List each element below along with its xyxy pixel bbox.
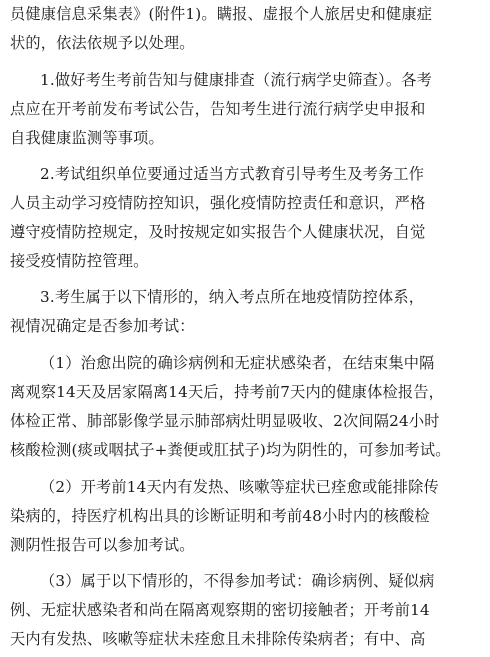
text-line: 员健康信息采集表》(附件1)。瞒报、虚报个人旅居史和健康症 (10, 5, 433, 23)
text-line: 接受疫情防控管理。 (10, 252, 149, 270)
text-line: 体检正常、肺部影像学显示肺部病灶明显吸收、2次间隔24小时 (10, 412, 440, 430)
text-line: 例、无症状感染者和尚在隔离观察期的密切接触者；开考前14 (10, 601, 430, 619)
text-line: 核酸检测(痰或咽拭子+粪便或肛拭子)均为阴性的，可参加考试。 (10, 441, 451, 459)
text-line: 离观察14天及居家隔离14天后，持考前7天内的健康体检报告， (10, 383, 445, 401)
item-3-start: （3）属于以下情形的，不得参加考试：确诊病例、疑似病 (40, 572, 435, 590)
text-line: 自我健康监测等事项。 (10, 129, 164, 147)
text-line: 状的，依法依规予以处理。 (10, 34, 195, 52)
item-1-start: （1）治愈出院的确诊病例和无症状感染者，在结束集中隔 (40, 354, 435, 372)
item-2-start: （2）开考前14天内有发热、咳嗽等症状已痊愈或能排除传 (40, 478, 439, 496)
paragraph-2-start: 2.考试组织单位要通过适当方式教育引导考生及考务工作 (40, 165, 425, 183)
text-line: 天内有发热、咳嗽等症状未痊愈且未排除传染病者；有中、高 (10, 630, 426, 648)
paragraph-3-start: 3.考生属于以下情形的，纳入考点所在地疫情防控体系， (40, 288, 425, 306)
text-line: 遵守疫情防控规定，及时按规定如实报告个人健康状况，自觉 (10, 223, 426, 241)
text-line: 染病的，持医疗机构出具的诊断证明和考前48小时内的核酸检 (10, 507, 430, 525)
text-line: 视情况确定是否参加考试： (10, 317, 195, 335)
paragraph-1-start: 1.做好考生考前告知与健康排查（流行病学史筛查）。各考 (40, 71, 432, 89)
text-line: 点应在开考前发布考试公告，告知考生进行流行病学史申报和 (10, 100, 426, 118)
text-line: 测阴性报告可以参加考试。 (10, 536, 195, 554)
text-line: 人员主动学习疫情防控知识，强化疫情防控责任和意识，严格 (10, 194, 426, 212)
